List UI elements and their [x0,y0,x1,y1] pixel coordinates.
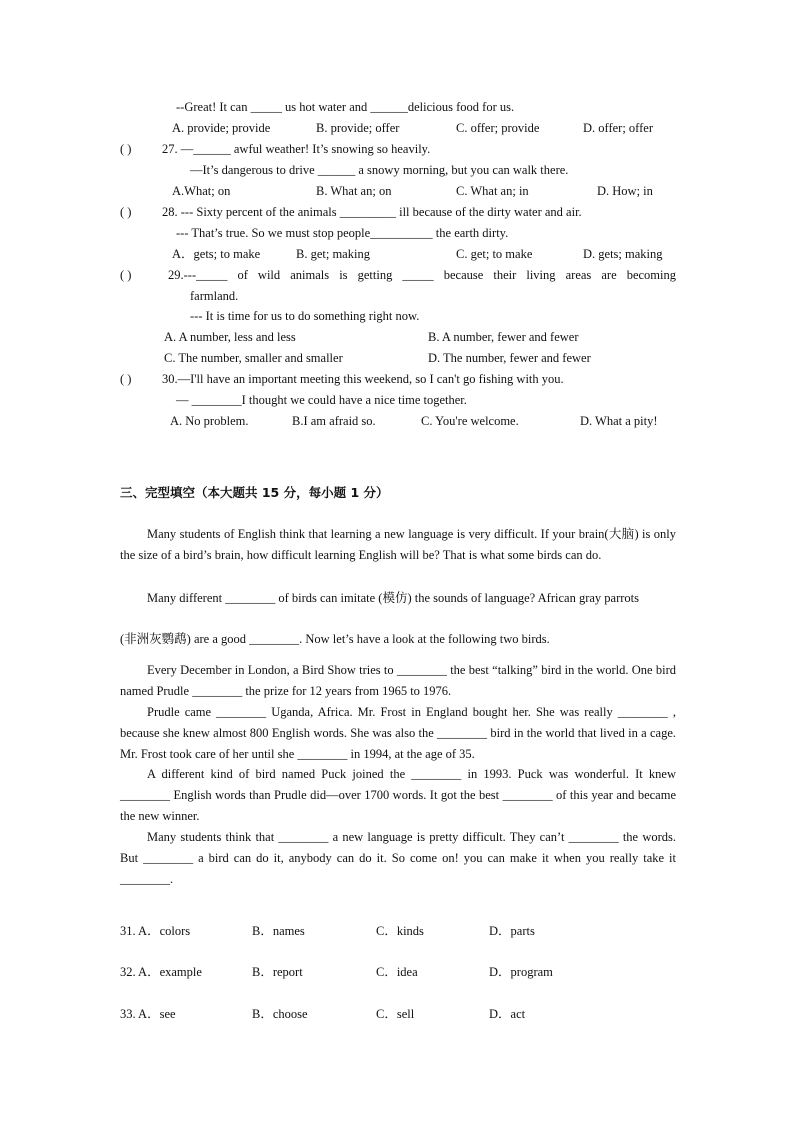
section-heading: 三、完型填空（本大题共 15 分，每小题 1 分） [120,485,389,500]
passage-paragraph-6: Many students think that ________ a new language is pretty difficult. They can’t ________ the words. But ________ a bird can do it, anybody can do it. So come on! you can make it when you really take it ________. [120,830,676,886]
q31-option-b: B．names [252,924,305,938]
q29-option-a: A. A number, less and less [164,330,296,344]
q27-answer-blank: ( ) [120,142,132,156]
q30-option-b: B.I am afraid so. [292,414,376,428]
q29-answer-blank: ( ) [120,268,132,282]
q33-option-d: D．act [489,1007,526,1021]
q26-line: --Great! It can _____ us hot water and ______delicious food for us. [176,100,515,114]
q32-option-a: 32. A．example [120,965,202,979]
q29-option-c: C. The number, smaller and smaller [164,351,343,365]
q27-stem: 27. —______ awful weather! It’s snowing so heavily. [162,142,431,156]
q27-option-d: D. How; in [597,184,653,198]
q31-option-c: C．kinds [376,924,424,938]
passage-paragraph-4: Prudle came ________ Uganda, Africa. Mr. Frost in England bought her. She was really ________ , because she knew almost 800 English words. She was also the ________ bird in the world that lived in a cage. Mr. Frost took care of her until she ________ in 1994, at the age of 35. [120,705,676,761]
q32-option-d: D．program [489,965,553,979]
q28-line2: --- That’s true. So we must stop people__________ the earth dirty. [176,226,509,240]
passage-paragraph-5: A different kind of bird named Puck joined the ________ in 1993. Puck was wonderful. It knew ________ English words than Prudle did—over 1700 words. It got the best ________ of this year and became the new winner. [120,767,676,823]
q33-option-c: C．sell [376,1007,415,1021]
q29-option-d: D. The number, fewer and fewer [428,351,591,365]
q32-option-c: C．idea [376,965,418,979]
q31-option-d: D．parts [489,924,535,938]
q28-option-d: D. gets; making [583,247,663,261]
q27-option-b: B. What an; on [316,184,392,198]
q27-option-a: A.What; on [172,184,231,198]
q26-option-a: A. provide; provide [172,121,271,135]
q33-option-b: B．choose [252,1007,308,1021]
passage-paragraph-1: Many students of English think that learning a new language is very difficult. If your brain(大脑) is only the size of a bird’s brain, how difficult learning English will be? That is what some birds can do. [120,527,676,562]
q28-option-b: B. get; making [296,247,370,261]
passage-paragraph-2: Many different ________ of birds can imitate (模仿) the sounds of language? African gray parrots [147,591,639,605]
q30-stem: 30.—I'll have an important meeting this weekend, so I can't go fishing with you. [162,372,564,386]
passage-paragraph-3: Every December in London, a Bird Show tries to ________ the best “talking” bird in the world. One bird named Prudle ________ the prize for 12 years from 1965 to 1976. [120,663,676,698]
q30-option-d: D. What a pity! [580,414,658,428]
q29-stem-cont: farmland. [190,289,239,303]
q26-option-c: C. offer; provide [456,121,540,135]
q29-option-b: B. A number, fewer and fewer [428,330,579,344]
q30-option-c: C. You're welcome. [421,414,519,428]
q27-line2: —It’s dangerous to drive ______ a snowy morning, but you can walk there. [190,163,569,177]
q30-line2: — ________I thought we could have a nice time together. [176,393,467,407]
q28-stem: 28. --- Sixty percent of the animals _________ ill because of the dirty water and air. [162,205,582,219]
q30-answer-blank: ( ) [120,372,132,386]
q28-answer-blank: ( ) [120,205,132,219]
q26-option-d: D. offer; offer [583,121,653,135]
q27-option-c: C. What an; in [456,184,529,198]
q31-option-a: 31. A．colors [120,924,191,938]
q33-option-a: 33. A．see [120,1007,176,1021]
q30-option-a: A. No problem. [170,414,249,428]
q32-option-b: B．report [252,965,303,979]
q29-line2: --- It is time for us to do something right now. [190,309,420,323]
passage-paragraph-2b: (非洲灰鹦鹉) are a good ________. Now let’s have a look at the following two birds. [120,632,550,646]
q29-stem: 29.---_____ of wild animals is getting _____ because their living areas are becoming [168,268,676,282]
q26-option-b: B. provide; offer [316,121,400,135]
q28-option-c: C. get; to make [456,247,533,261]
q28-option-a: A．gets; to make [172,247,261,261]
